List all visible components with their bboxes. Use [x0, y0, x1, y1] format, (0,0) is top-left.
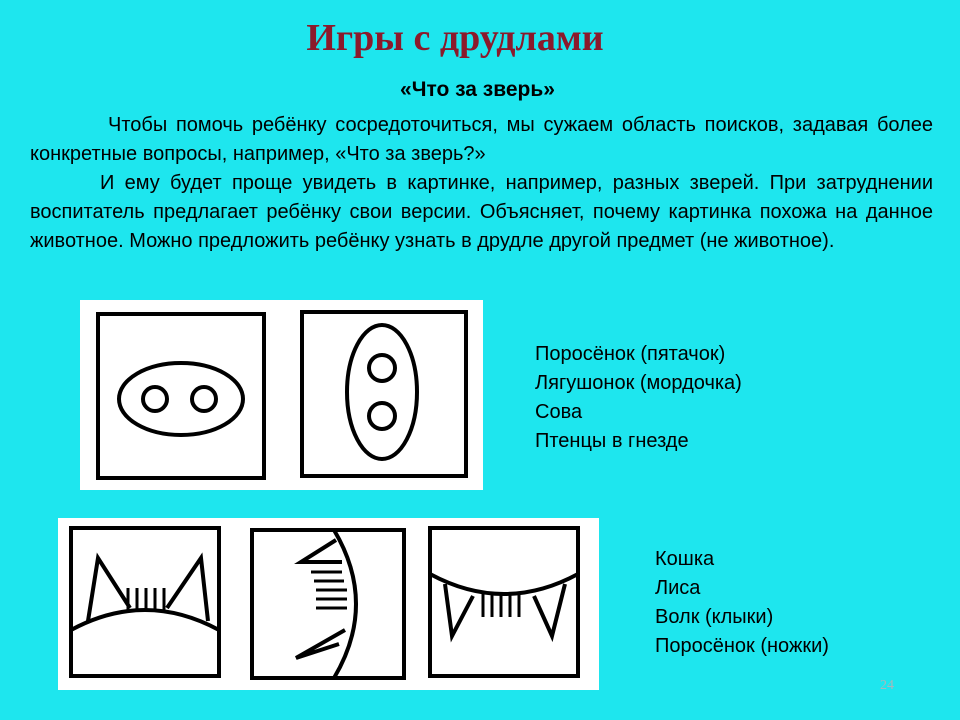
doodle-wolf-right-fang	[534, 584, 565, 636]
doodle-wolf-teeth-lines	[483, 594, 519, 617]
doodle-panel-2-drawing	[58, 518, 599, 690]
list-item: Поросёнок (пятачок)	[535, 343, 726, 365]
paragraph-1: Чтобы помочь ребёнку сосредоточиться, мы сужаем область поисков, задавая более конкретные вопросы, например, «Что за зверь?»	[30, 114, 933, 165]
doodle-fox-top-tooth	[301, 540, 342, 562]
doodle-panel-1-drawing	[80, 300, 483, 490]
list-item: Волк (клыки)	[655, 606, 774, 628]
list-item: Лиса	[655, 577, 701, 599]
doodle-fox-arc	[334, 530, 356, 678]
slide-subtitle: «Что за зверь»	[400, 78, 555, 101]
page-number: 24	[880, 678, 894, 693]
doodle-wolf-arc	[430, 574, 578, 594]
doodle-fox-lines	[311, 572, 347, 608]
doodle-frame-fox	[252, 530, 404, 678]
list-item: Кошка	[655, 548, 715, 570]
doodle-cat-head-arc	[71, 610, 219, 630]
paragraph-2: И ему будет проще увидеть в картинке, например, разных зверей. При затруднении воспитатель предлагает ребёнку свои версии. Объясняет, почему картинка похожа на данное животное. Можно предложить ребёнку узнать в друдле другой предмет (не животное).	[30, 172, 933, 252]
doodle-frame-vertical-oval	[302, 312, 466, 476]
doodle-panel-2	[58, 518, 599, 690]
doodle-right-nostril	[192, 387, 216, 411]
list-item: Сова	[535, 401, 583, 423]
doodle-cat-whisker-lines	[128, 588, 164, 611]
slide-title: Игры с друдлами	[306, 17, 604, 59]
doodle-top-circle	[369, 355, 395, 381]
list-item: Лягушонок (мордочка)	[535, 372, 742, 394]
doodle-wolf-left-fang	[445, 584, 473, 636]
list-item: Птенцы в гнезде	[535, 430, 689, 452]
doodle-fox-bottom-tooth	[296, 630, 345, 658]
list-item: Поросёнок (ножки)	[655, 635, 829, 657]
doodle-horizontal-oval	[119, 363, 243, 435]
doodle-panel-1	[80, 300, 483, 490]
doodle-frame-wolf	[430, 528, 578, 676]
doodle-vertical-oval	[347, 325, 417, 459]
answers-list-1	[535, 340, 742, 456]
doodle-frame-horizontal-oval	[98, 314, 264, 478]
answers-list-2	[655, 545, 829, 661]
doodle-left-nostril	[143, 387, 167, 411]
doodle-bottom-circle	[369, 403, 395, 429]
